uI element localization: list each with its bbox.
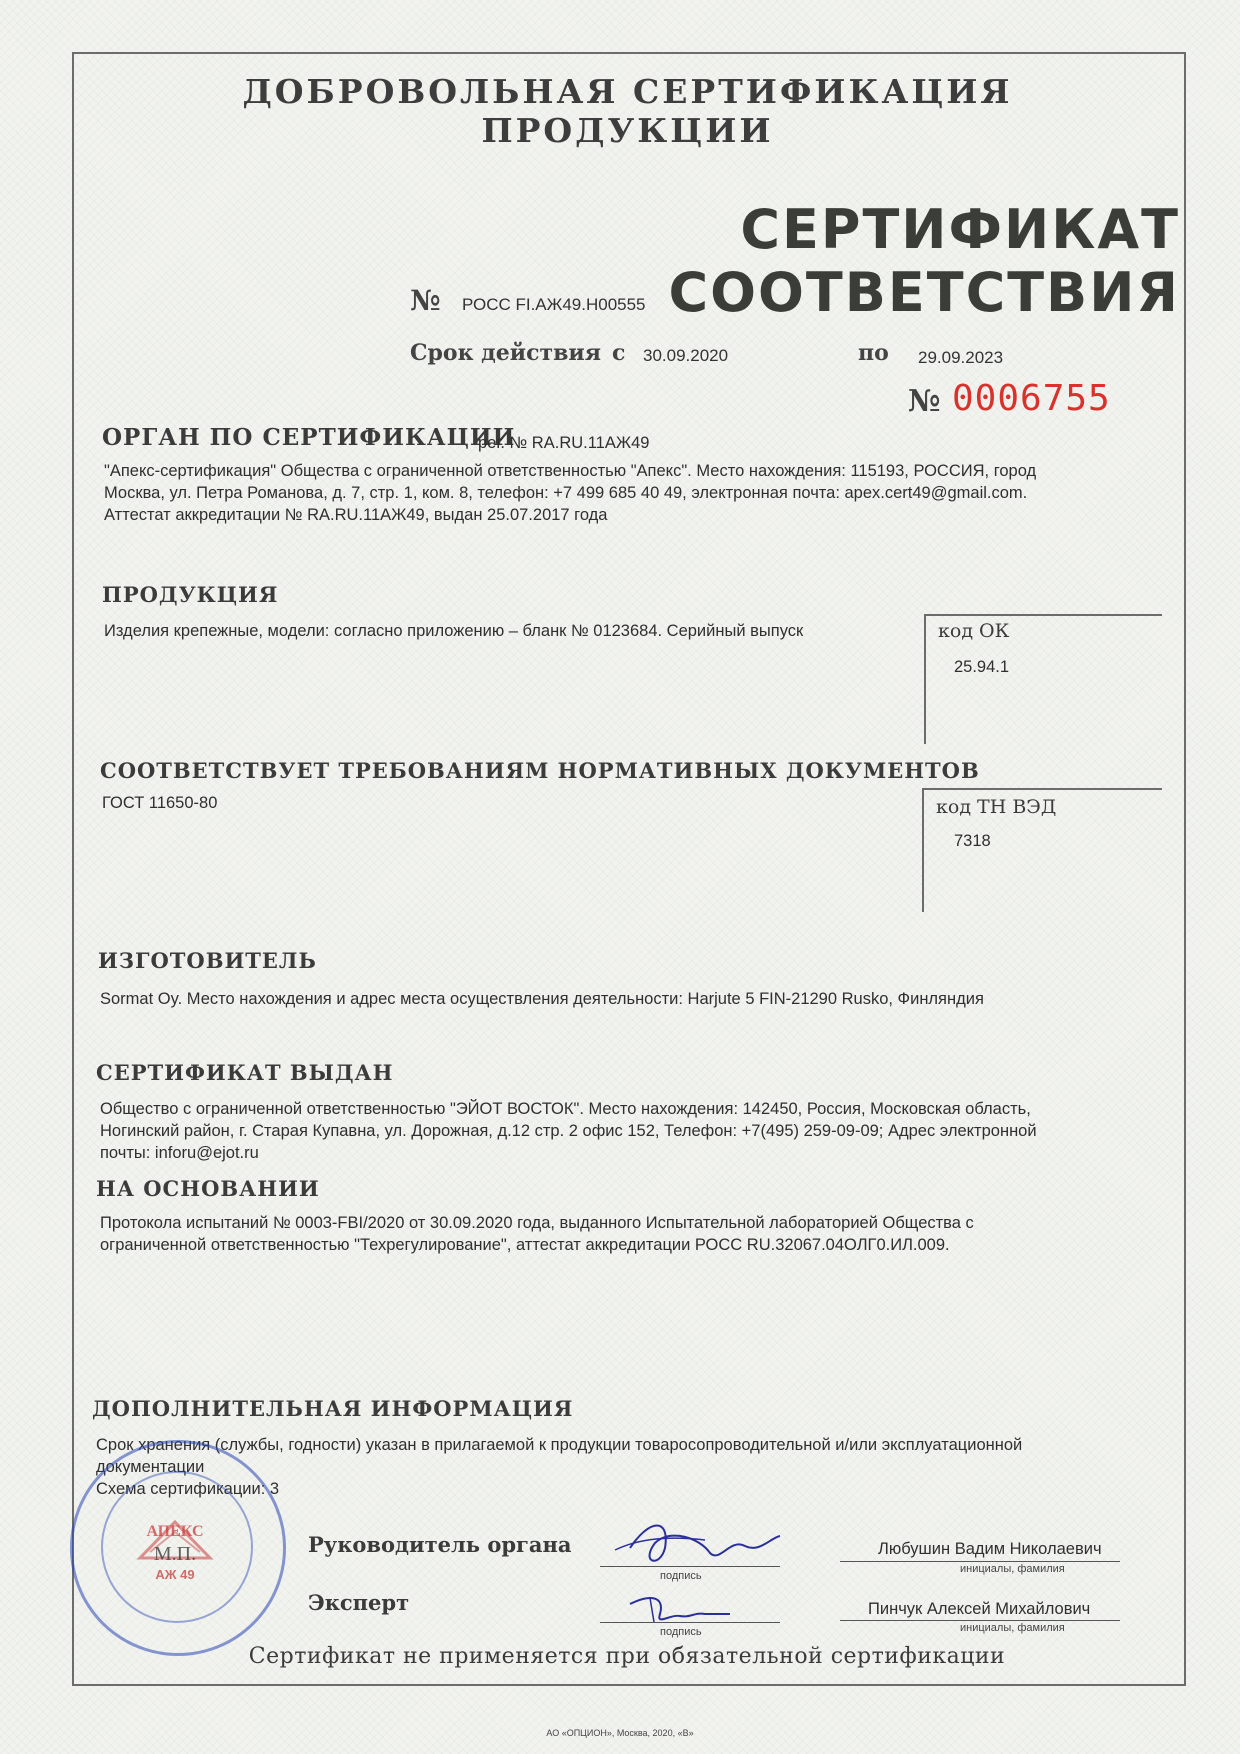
additional-line: Срок хранения (службы, годности) указан в прилагаемой к продукции товаросопроводительной и/или эксплуатационной	[96, 1436, 1023, 1454]
expert-name: Пинчук Алексей Михайлович	[868, 1600, 1091, 1618]
standards-heading: СООТВЕТСТВУЕТ ТРЕБОВАНИЯМ НОРМАТИВНЫХ ДОКУМЕНТОВ	[100, 758, 980, 783]
top-heading: ДОБРОВОЛЬНАЯ СЕРТИФИКАЦИЯ ПРОДУКЦИИ	[242, 72, 1013, 150]
validity-label: Срок действия	[410, 340, 601, 366]
additional-line: документации	[96, 1458, 205, 1476]
certificate-number: РОСС FI.АЖ49.Н00555	[462, 295, 646, 314]
basis-details	[100, 1212, 1172, 1256]
expert-name-caption: инициалы, фамилия	[960, 1622, 1065, 1634]
number-sign: №	[410, 284, 441, 317]
tnved-code-value: 7318	[954, 832, 991, 850]
certification-body-line: "Апекс-сертификация" Общества с ограниченной ответственностью "Апекс". Место нахождения: 115193, РОССИЯ, город	[104, 462, 1037, 480]
stamp-code: АЖ 49	[155, 1567, 195, 1582]
product-heading: ПРОДУКЦИЯ	[102, 582, 279, 607]
head-name-line	[840, 1561, 1120, 1562]
expert-name-line	[840, 1620, 1120, 1621]
expert-role-label: Эксперт	[308, 1590, 410, 1615]
certification-body-line: Москва, ул. Петра Романова, д. 7, стр. 1, ком. 8, телефон: +7 499 685 40 49, электронная почта: apex.cert49@gmail.com.	[104, 484, 1028, 502]
stamp-brand: АПЕКС	[146, 1523, 204, 1540]
head-role-label: Руководитель органа	[308, 1532, 572, 1557]
issued-to-heading: СЕРТИФИКАТ ВЫДАН	[96, 1060, 394, 1085]
okpd-code-box	[924, 614, 1162, 744]
validity-to-date: 29.09.2023	[918, 348, 1004, 367]
certificate-title: СЕРТИФИКАТ СООТВЕТСТВИЯ	[668, 198, 1180, 324]
basis-heading: НА ОСНОВАНИИ	[96, 1176, 320, 1201]
okpd-code-value: 25.94.1	[954, 658, 1010, 676]
certification-body-line: Аттестат аккредитации № RA.RU.11АЖ49, выдан 25.07.2017 года	[104, 506, 608, 524]
validity-to-label: по	[858, 340, 889, 366]
basis-line: ограниченной ответственностью "Техрегулирование", аттестат аккредитации РОСС RU.32067.04ОЛГ0.ИЛ.009.	[100, 1236, 950, 1254]
basis-line: Протокола испытаний № 0003-FBI/2020 от 30.09.2020 года, выданного Испытательной лабораторией Общества с	[100, 1214, 974, 1232]
head-sign-caption: подпись	[660, 1570, 702, 1582]
additional-heading: ДОПОЛНИТЕЛЬНАЯ ИНФОРМАЦИЯ	[92, 1396, 574, 1421]
certification-body-reg: рег. № RA.RU.11АЖ49	[478, 434, 650, 452]
footer-note: Сертификат не применяется при обязательной сертификации	[248, 1644, 1006, 1669]
additional-line: Схема сертификации: 3	[96, 1480, 280, 1498]
okpd-code-label: код ОК	[938, 620, 1010, 642]
standards-text: ГОСТ 11650-80	[102, 794, 218, 812]
certification-body-heading: ОРГАН ПО СЕРТИФИКАЦИИ	[102, 424, 516, 451]
manufacturer-text: Sormat Oy. Место нахождения и адрес места осуществления деятельности: Harjute 5 FIN-21290 Rusko, Финляндия	[100, 990, 984, 1008]
expert-sign-caption: подпись	[660, 1626, 702, 1638]
form-number: 0006755	[952, 378, 1111, 419]
issued-to-line: Общество с ограниченной ответственностью "ЭЙОТ ВОСТОК". Место нахождения: 142450, Россия, Московская область,	[100, 1100, 1031, 1118]
issued-to-line: Ногинский район, г. Старая Купавна, ул. Дорожная, д.12 стр. 2 офис 152, Телефон: +7(495) 259-09-09; Адрес электронной	[100, 1122, 1037, 1140]
tnved-code-box	[922, 788, 1162, 912]
printer-note: АО «ОПЦИОН», Москва, 2020, «В»	[546, 1728, 694, 1738]
official-stamp	[70, 1440, 286, 1656]
head-name-caption: инициалы, фамилия	[960, 1563, 1065, 1575]
validity-from-date: 30.09.2020	[643, 346, 729, 365]
certification-body-details	[104, 460, 1174, 526]
stamp-mp: М.П.	[153, 1543, 197, 1565]
tnved-code-label: код ТН ВЭД	[936, 796, 1057, 818]
validity-from-label: с	[612, 340, 626, 366]
manufacturer-heading: ИЗГОТОВИТЕЛЬ	[98, 948, 317, 973]
product-text: Изделия крепежные, модели: согласно приложению – бланк № 0123684. Серийный выпуск	[104, 622, 804, 640]
issued-to-line: почты: inforu@ejot.ru	[100, 1144, 259, 1162]
form-number-sign: №	[908, 384, 941, 419]
head-name: Любушин Вадим Николаевич	[878, 1540, 1102, 1558]
issued-to-details	[100, 1098, 1172, 1164]
head-signature-icon	[610, 1508, 790, 1578]
